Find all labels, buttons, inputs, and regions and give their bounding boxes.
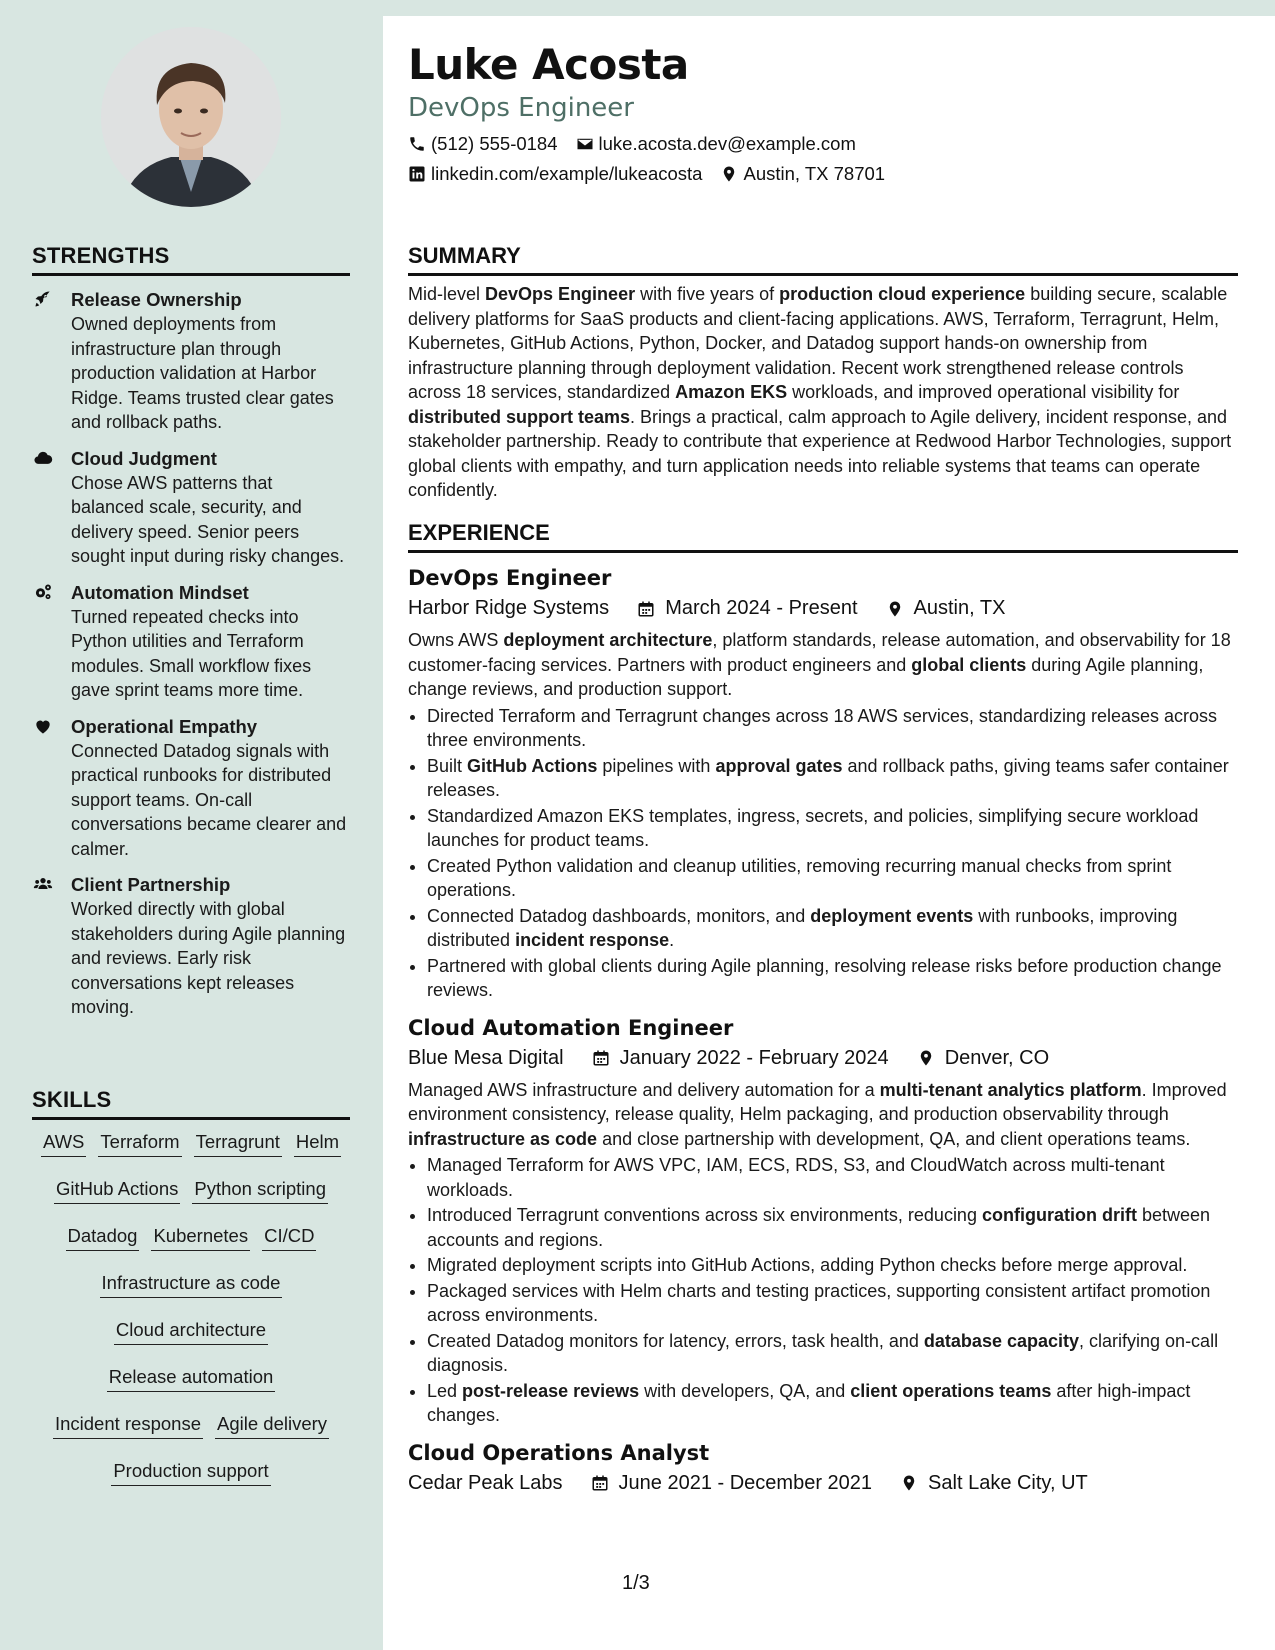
calendar-icon — [637, 599, 655, 619]
skill-tag: AWS — [41, 1130, 86, 1157]
job-entry — [408, 1440, 1238, 1495]
phone-text: (512) 555-0184 — [431, 133, 558, 154]
summary-section — [408, 243, 1238, 503]
skill-row — [32, 1412, 350, 1439]
skill-tag: Production support — [111, 1459, 270, 1486]
text-run: Mid-level — [408, 284, 486, 304]
job-dates: March 2024 - Present — [665, 597, 858, 619]
bold-phrase: deployment events — [810, 905, 974, 926]
text-run: Directed Terraform and Terragrunt changes across 18 AWS services, standardizing releases across three environments. — [427, 705, 1218, 750]
skill-tag: Kubernetes — [151, 1224, 250, 1251]
job-meta — [408, 1047, 1238, 1070]
strength-item — [32, 715, 350, 862]
strength-item — [32, 447, 350, 569]
skill-tag: Release automation — [107, 1365, 276, 1392]
bold-phrase: DevOps Engineer — [485, 284, 636, 304]
bullet-item — [427, 904, 1238, 953]
strength-title: Client Partnership — [71, 874, 231, 895]
rocket-icon — [32, 289, 56, 309]
experience-heading: EXPERIENCE — [408, 520, 1238, 553]
map-pin-icon — [900, 1473, 918, 1493]
skill-tag: Agile delivery — [215, 1412, 329, 1439]
job-intro — [408, 1078, 1238, 1152]
skill-row — [32, 1459, 350, 1486]
email-text: luke.acosta.dev@example.com — [598, 133, 856, 154]
skill-tag: Cloud architecture — [114, 1318, 268, 1345]
text-run: , clarifying on-call diagnosis. — [427, 1330, 1219, 1375]
heart-icon — [32, 716, 56, 736]
candidate-role: DevOps Engineer — [408, 93, 634, 123]
bold-phrase: client operations teams — [850, 1380, 1052, 1401]
job-title: DevOps Engineer — [408, 566, 612, 590]
text-run: with five years of — [635, 284, 780, 304]
skill-tag: Helm — [294, 1130, 341, 1157]
job-dates: June 2021 - December 2021 — [618, 1471, 873, 1494]
bold-phrase: infrastructure as code — [408, 1128, 598, 1149]
bullet-item — [427, 1253, 1238, 1278]
text-run: , platform standards, release automation, and observability for 18 customer-facing services. Partners with product engineers and — [408, 630, 1231, 675]
phone-icon — [408, 135, 426, 153]
jobs-list — [408, 565, 1238, 1495]
job-company: Harbor Ridge Systems — [408, 597, 610, 619]
text-run: Managed Terraform for AWS VPC, IAM, ECS, RDS, S3, and CloudWatch across multi-tenant workloads. — [427, 1155, 1165, 1200]
strength-item — [32, 288, 350, 435]
skills-list — [32, 1130, 350, 1486]
contact-row-2 — [408, 163, 885, 185]
bullet-item — [427, 854, 1238, 903]
text-run: between accounts and regions. — [427, 1205, 1211, 1250]
candidate-name: Luke Acosta — [408, 40, 689, 89]
skill-tag: Incident response — [53, 1412, 203, 1439]
text-run: Connected Datadog dashboards, monitors, and — [427, 905, 811, 926]
summary-text — [408, 282, 1238, 503]
phone-contact — [408, 133, 558, 155]
bullet-item — [427, 1329, 1238, 1378]
text-run: after high-impact changes. — [427, 1380, 1191, 1425]
experience-section — [408, 520, 1238, 1495]
email-contact[interactable] — [576, 133, 856, 155]
strength-title: Operational Empathy — [71, 715, 258, 737]
text-run: . — [669, 930, 675, 950]
bold-phrase: Amazon EKS — [675, 382, 788, 402]
text-run: and rollback paths, giving teams safer container releases. — [427, 755, 1229, 800]
bold-phrase: database capacity — [923, 1330, 1080, 1351]
job-meta — [408, 1472, 1238, 1495]
calendar-icon — [591, 1473, 609, 1493]
skill-row — [32, 1130, 350, 1157]
page-number: 1/3 — [622, 1572, 650, 1594]
skill-row — [32, 1177, 350, 1204]
strength-text: Connected Datadog signals with practical runbooks for distributed support teams. On-call conversations became clearer and calmer. — [71, 740, 347, 859]
text-run: Created Python validation and cleanup utilities, removing recurring manual checks from sprint operations. — [427, 855, 1172, 900]
job-entry — [408, 1015, 1238, 1428]
location-contact — [720, 163, 885, 185]
skill-row — [32, 1365, 350, 1392]
bullet-item — [427, 1279, 1238, 1328]
strength-text: Worked directly with global stakeholders during Agile planning and reviews. Early risk conversations kept releases moving. — [71, 899, 346, 1017]
bullet-item — [427, 704, 1238, 753]
gears-icon — [32, 582, 56, 602]
bold-phrase: multi-tenant analytics platform — [879, 1079, 1142, 1100]
job-title: Cloud Automation Engineer — [408, 1015, 734, 1040]
contact-row-1 — [408, 133, 856, 155]
bold-phrase: GitHub Actions — [467, 755, 598, 776]
strength-item — [32, 581, 350, 703]
bullet-item — [427, 1379, 1238, 1428]
skill-row — [32, 1224, 350, 1251]
skills-section — [32, 1087, 350, 1506]
text-run: Created Datadog monitors for latency, errors, task health, and — [427, 1330, 924, 1351]
strength-item — [32, 873, 350, 1020]
map-pin-icon — [917, 1048, 935, 1068]
text-run: and close partnership with development, QA, and client operations teams. — [597, 1128, 1191, 1149]
bold-phrase: distributed support teams — [408, 406, 631, 427]
strengths-section — [32, 243, 350, 1020]
skill-tag: Terragrunt — [194, 1130, 282, 1157]
text-run: . Improved environment consistency, release quality, Helm packaging, and production observability through — [408, 1079, 1227, 1124]
job-location: Denver, CO — [944, 1046, 1050, 1069]
job-location: Salt Lake City, UT — [928, 1471, 1088, 1494]
job-bullets — [408, 1153, 1238, 1428]
skill-tag: Infrastructure as code — [100, 1271, 283, 1298]
strength-title: Automation Mindset — [71, 581, 249, 603]
skill-tag: GitHub Actions — [54, 1177, 180, 1204]
text-run: Migrated deployment scripts into GitHub Actions, adding Python checks before merge approval. — [427, 1255, 1188, 1275]
job-bullets — [408, 704, 1238, 1003]
bold-phrase: incident response — [515, 930, 670, 950]
skill-row — [32, 1318, 350, 1345]
strength-title: Cloud Judgment — [71, 447, 217, 469]
bold-phrase: global clients — [911, 654, 1027, 675]
skill-tag: CI/CD — [262, 1224, 316, 1251]
text-run: with developers, QA, and — [639, 1380, 851, 1401]
text-run: Led — [427, 1380, 463, 1401]
skills-heading: SKILLS — [32, 1087, 350, 1120]
bold-phrase: deployment architecture — [503, 630, 713, 650]
bullet-item — [427, 954, 1238, 1003]
calendar-icon — [592, 1048, 610, 1068]
text-run: workloads, and improved operational visibility for — [787, 382, 1180, 402]
text-run: Built — [427, 755, 468, 776]
text-run: . Brings a practical, calm approach to Agile delivery, incident response, and stakeholder partnership. Ready to contribute that experience at Redwood Harbor Technologies, support global clients with empathy, and turn application needs into reliable systems that teams can operate confidently. — [408, 406, 1232, 500]
map-pin-icon — [720, 165, 738, 183]
linkedin-icon — [408, 165, 426, 183]
job-meta — [408, 597, 1238, 620]
skill-tag: Datadog — [66, 1224, 140, 1251]
bullet-item — [427, 1203, 1238, 1252]
skill-tag: Python scripting — [192, 1177, 328, 1204]
bullet-item — [427, 754, 1238, 803]
people-icon — [32, 874, 56, 894]
bold-phrase: approval gates — [715, 755, 843, 776]
bold-phrase: configuration drift — [981, 1205, 1137, 1225]
skill-tag: Terraform — [98, 1130, 181, 1157]
strength-text: Owned deployments from infrastructure plan through production validation at Harbor Ridge. Teams trusted clear gates and rollback paths. — [71, 314, 334, 432]
bullet-item — [427, 804, 1238, 853]
bullet-item — [427, 1153, 1238, 1202]
job-title: Cloud Operations Analyst — [408, 1440, 710, 1465]
text-run: building secure, scalable delivery platforms for SaaS products and client-facing applications. AWS, Terraform, Terragrunt, Helm, Kubernetes, GitHub Actions, Python, Docker, and Datadog support hands-on ownership from infrastructure planning through deployment validation. Recent work strengthened release controls across 18 services, standardized — [408, 284, 1228, 402]
bold-phrase: post-release reviews — [462, 1380, 640, 1401]
text-run: Partnered with global clients during Agile planning, resolving release risks before production change reviews. — [427, 955, 1222, 1000]
cloud-icon — [32, 448, 56, 468]
location-text: Austin, TX 78701 — [743, 163, 886, 184]
summary-heading: SUMMARY — [408, 243, 1238, 276]
job-intro — [408, 628, 1238, 702]
job-location: Austin, TX — [913, 597, 1006, 619]
envelope-icon — [576, 135, 594, 153]
strength-title: Release Ownership — [71, 289, 242, 310]
map-pin-icon — [886, 599, 904, 619]
text-run: Managed AWS infrastructure and delivery automation for a — [408, 1079, 880, 1100]
text-run: during Agile planning, change reviews, and production support. — [408, 654, 1204, 699]
text-run: Packaged services with Helm charts and testing practices, supporting consistent artifact promotion across environments. — [427, 1280, 1211, 1325]
text-run: Introduced Terragrunt conventions across six environments, reducing — [427, 1205, 982, 1225]
text-run: with runbooks, improving distributed — [427, 905, 1178, 950]
profile-photo — [101, 27, 281, 207]
strengths-list — [32, 288, 350, 1020]
text-run: pipelines with — [597, 755, 716, 776]
strength-text: Turned repeated checks into Python utilities and Terraform modules. Small workflow fixes gave sprint teams more time. — [71, 606, 312, 700]
text-run: Standardized Amazon EKS templates, ingress, secrets, and policies, simplifying secure workload launches for product teams. — [427, 805, 1199, 850]
text-run: Owns AWS — [408, 630, 504, 650]
skill-row — [32, 1271, 350, 1298]
strengths-heading: STRENGTHS — [32, 243, 350, 276]
job-dates: January 2022 - February 2024 — [619, 1046, 889, 1069]
job-company: Cedar Peak Labs — [408, 1471, 563, 1494]
linkedin-contact[interactable] — [408, 163, 702, 185]
linkedin-text: linkedin.com/example/lukeacosta — [431, 163, 703, 184]
job-entry — [408, 565, 1238, 1003]
bold-phrase: production cloud experience — [779, 284, 1026, 304]
job-company: Blue Mesa Digital — [408, 1046, 564, 1069]
strength-text: Chose AWS patterns that balanced scale, security, and delivery speed. Senior peers sought input during risky changes. — [71, 472, 345, 566]
top-strip — [0, 0, 1275, 16]
